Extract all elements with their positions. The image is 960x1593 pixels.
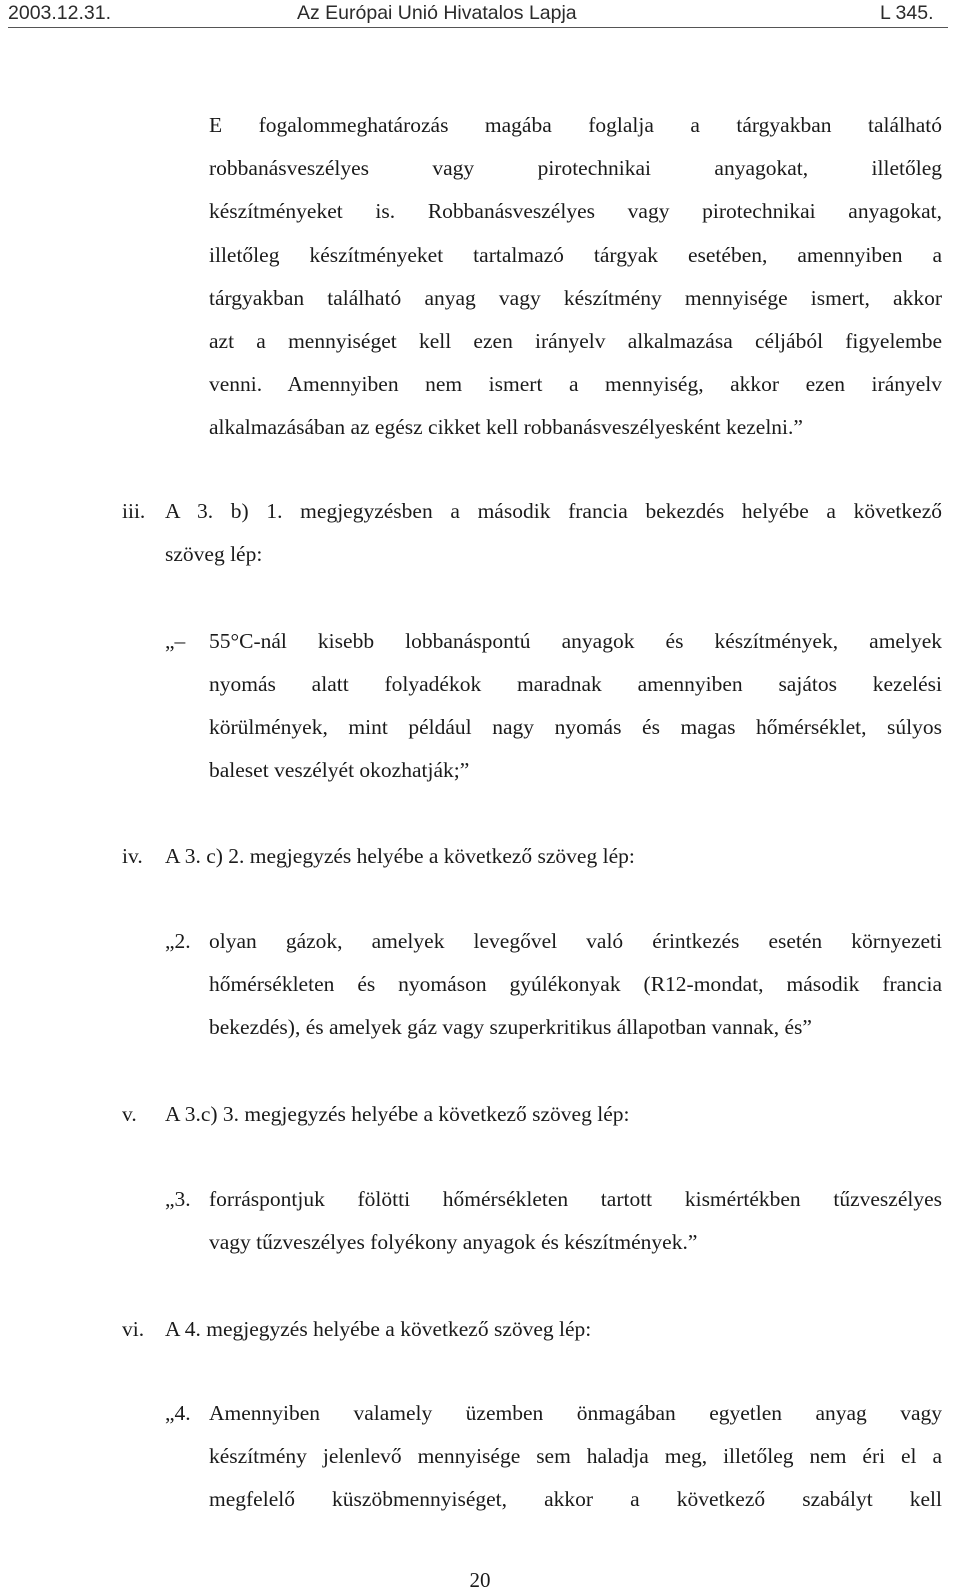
header-page-ref: L 345.	[880, 2, 934, 24]
quote-line: „– 55°C-nál kisebb lobbanáspontú anyagok és készítmények, amelyek	[165, 620, 942, 663]
item-vi-quote	[165, 1392, 942, 1521]
intro-line: alkalmazásában az egész cikket kell robbanásveszélyesként kezelni.”	[209, 415, 803, 440]
item-text: A 3.c) 3. megjegyzés helyébe a következő szöveg lép:	[165, 1102, 630, 1126]
quote-mark: „4.	[165, 1401, 191, 1425]
quote-line: „2. olyan gázok, amelyek levegővel való érintkezés esetén környezeti	[165, 920, 942, 963]
quote-line: körülmények, mint például nagy nyomás és magas hőmérséklet, súlyos	[209, 715, 942, 739]
quote-mark: „–	[165, 629, 186, 653]
item-iv-quote	[165, 920, 942, 1049]
header-date: 2003.12.31.	[8, 2, 112, 24]
item-number: vi.	[122, 1317, 145, 1341]
intro-line: illetőleg készítményeket tartalmazó tárgyak esetében, amennyiben a	[209, 242, 942, 267]
item-v-heading	[122, 1093, 899, 1136]
item-iii-heading-cont	[165, 533, 942, 576]
intro-line: azt a mennyiséget kell ezen irányelv alkalmazása céljából figyelembe	[209, 328, 942, 353]
header-rule	[8, 27, 948, 28]
item-vi-heading	[122, 1308, 899, 1351]
quote-line: vagy tűzveszélyes folyékony anyagok és készítmények.”	[209, 1230, 698, 1254]
quote-line: megfelelő küszöbmennyiséget, akkor a következő szabályt kell	[209, 1487, 942, 1511]
intro-paragraph	[209, 104, 942, 450]
item-text: A 4. megjegyzés helyébe a következő szöveg lép:	[165, 1317, 592, 1341]
quote-line: baleset veszélyét okozhatják;”	[209, 758, 470, 782]
intro-line: készítményeket is. Robbanásveszélyes vagy pirotechnikai anyagokat,	[209, 199, 942, 224]
item-v-quote	[165, 1178, 942, 1264]
intro-line: tárgyakban található anyag vagy készítmény mennyisége ismert, akkor	[209, 285, 942, 310]
item-iv-heading	[122, 835, 899, 878]
page-number: 20	[469, 1568, 491, 1592]
item-iii-quote	[165, 620, 942, 792]
quote-line: bekezdés), és amelyek gáz vagy szuperkritikus állapotban vannak, és”	[209, 1015, 812, 1039]
quote-line: „3. forráspontjuk fölötti hőmérsékleten tartott kismértékben tűzveszélyes	[165, 1178, 942, 1221]
intro-line: E fogalommeghatározás magába foglalja a tárgyakban található	[209, 113, 942, 137]
quote-mark: „2.	[165, 929, 191, 953]
quote-mark: „3.	[165, 1187, 191, 1211]
quote-line: hőmérsékleten és nyomáson gyúlékonyak (R12-mondat, második francia	[209, 972, 942, 996]
quote-line: „4. Amennyiben valamely üzemben önmagában egyetlen anyag vagy	[165, 1392, 942, 1435]
intro-line: robbanásveszélyes vagy pirotechnikai anyagokat, illetőleg	[209, 156, 942, 181]
item-text: A 3. c) 2. megjegyzés helyébe a következő szöveg lép:	[165, 844, 635, 868]
item-text: A 3. b) 1. megjegyzésben a második francia bekezdés helyébe a következő	[165, 499, 942, 523]
quote-line: nyomás alatt folyadékok maradnak amennyiben sajátos kezelési	[209, 672, 942, 696]
item-number: v.	[122, 1102, 137, 1126]
quote-line: készítmény jelenlevő mennyisége sem haladja meg, illetőleg nem éri el a	[209, 1444, 942, 1468]
intro-line: venni. Amennyiben nem ismert a mennyiség, akkor ezen irányelv	[209, 372, 942, 397]
item-iii-heading	[122, 490, 942, 533]
item-number: iii.	[122, 499, 146, 523]
page-header	[0, 0, 960, 26]
item-number: iv.	[122, 844, 143, 868]
header-journal-title: Az Európai Unió Hivatalos Lapja	[297, 2, 577, 24]
item-text: szöveg lép:	[165, 542, 263, 566]
